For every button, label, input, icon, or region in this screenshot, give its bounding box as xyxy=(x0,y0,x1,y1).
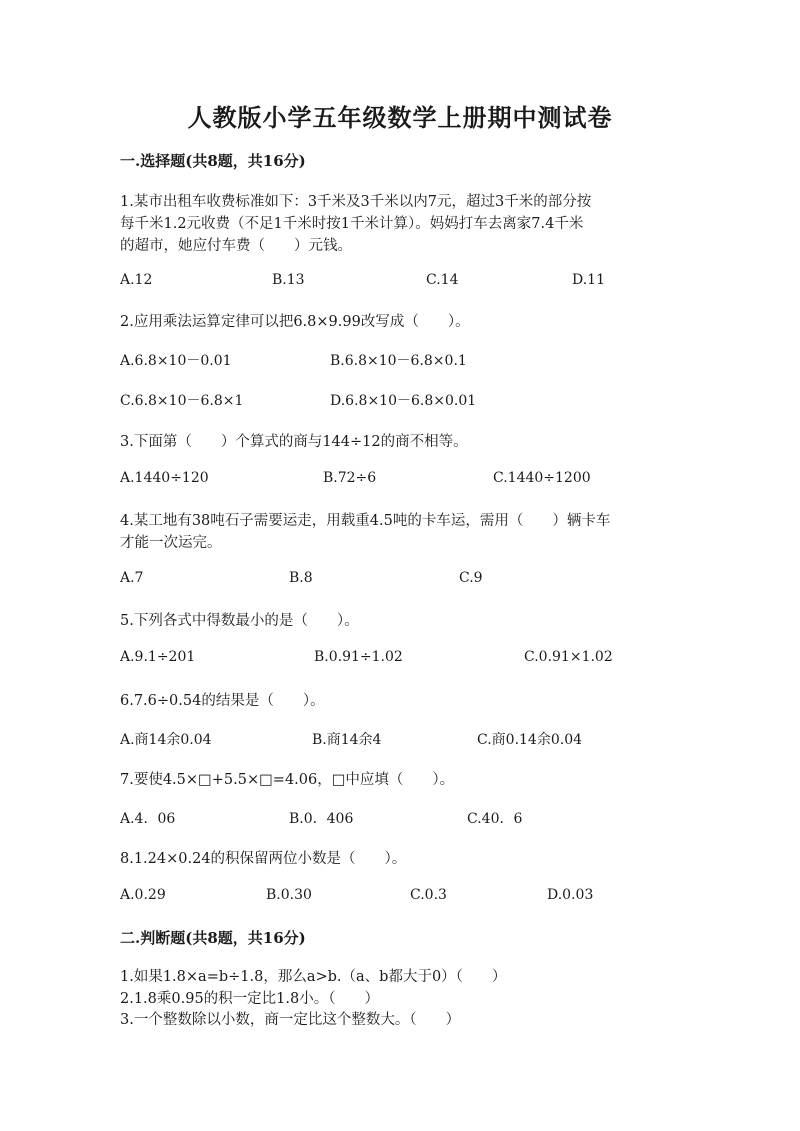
question-7-option-a: A.4．06 xyxy=(120,811,176,827)
question-8-option-b: B.0.30 xyxy=(266,887,312,903)
judgment-line-3: 3.一个整数除以小数，商一定比这个整数大。（ ） xyxy=(120,1012,461,1028)
question-3-option-b: B.72÷6 xyxy=(323,470,377,486)
question-6-option-c: C.商0.14余0.04 xyxy=(477,732,583,748)
question-3-option-c: C.1440÷1200 xyxy=(493,470,591,486)
question-4-option-b: B.8 xyxy=(289,570,313,586)
question-5-option-c: C.0.91×1.02 xyxy=(524,649,613,665)
question-8-option-c: C.0.3 xyxy=(410,887,447,903)
question-7-option-c: C.40．6 xyxy=(467,811,523,827)
question-7-line-1: 7.要使4.5×□+5.5×□=4.06，□中应填（ ）。 xyxy=(120,772,455,788)
question-1-option-a: A.12 xyxy=(120,272,153,288)
question-5-line-1: 5.下列各式中得数最小的是（ ）。 xyxy=(120,613,359,629)
question-1-line-1: 1.某市出租车收费标准如下：3千米及3千米以内7元，超过3千米的部分按 xyxy=(120,194,592,210)
question-3-option-a: A.1440÷120 xyxy=(120,470,209,486)
question-3-line-1: 3.下面第（ ）个算式的商与144÷12的商不相等。 xyxy=(120,434,468,450)
question-4-option-c: C.9 xyxy=(459,570,483,586)
question-2-option-c: C.6.8×10－6.8×1 xyxy=(120,393,244,409)
question-2-option-a: A.6.8×10－0.01 xyxy=(120,353,232,369)
question-1-option-b: B.13 xyxy=(272,272,305,288)
section-heading-choice: 一.选择题(共8题，共16分) xyxy=(120,152,306,170)
question-8-line-1: 8.1.24×0.24的积保留两位小数是（ ）。 xyxy=(120,851,407,867)
question-2-option-b: B.6.8×10－6.8×0.1 xyxy=(330,353,467,369)
question-6-option-b: B.商14余4 xyxy=(312,732,382,748)
page-title: 人教版小学五年级数学上册期中测试卷 xyxy=(187,103,613,132)
question-2-option-d: D.6.8×10－6.8×0.01 xyxy=(330,393,477,409)
judgment-line-2: 2.1.8乘0.95的积一定比1.8小。（ ） xyxy=(120,991,379,1007)
question-4-line-2: 才能一次运完。 xyxy=(120,535,222,551)
question-5-option-b: B.0.91÷1.02 xyxy=(314,649,403,665)
question-6-line-1: 6.7.6÷0.54的结果是（ ）。 xyxy=(120,693,325,709)
question-1-line-3: 的超市，她应付车费（ ）元钱。 xyxy=(120,238,352,254)
question-2-line-1: 2.应用乘法运算定律可以把6.8×9.99改写成（ ）。 xyxy=(120,314,470,330)
question-4-option-a: A.7 xyxy=(120,570,144,586)
judgment-line-1: 1.如果1.8×a=b÷1.8，那么a>b.（a、b都大于0）（ ） xyxy=(120,969,507,985)
question-7-option-b: B.0．406 xyxy=(289,811,354,827)
question-5-option-a: A.9.1÷201 xyxy=(120,649,196,665)
question-1-line-2: 每千米1.2元收费（不足1千米时按1千米计算）。妈妈打车去离家7.4千米 xyxy=(120,216,584,232)
question-4-line-1: 4.某工地有38吨石子需要运走，用载重4.5吨的卡车运，需用（ ）辆卡车 xyxy=(120,513,611,529)
question-8-option-d: D.0.03 xyxy=(547,887,594,903)
question-1-option-d: D.11 xyxy=(572,272,605,288)
question-8-option-a: A.0.29 xyxy=(120,887,166,903)
section-heading-judgment: 二.判断题(共8题，共16分) xyxy=(120,929,306,947)
question-1-option-c: C.14 xyxy=(426,272,459,288)
question-6-option-a: A.商14余0.04 xyxy=(120,732,212,748)
